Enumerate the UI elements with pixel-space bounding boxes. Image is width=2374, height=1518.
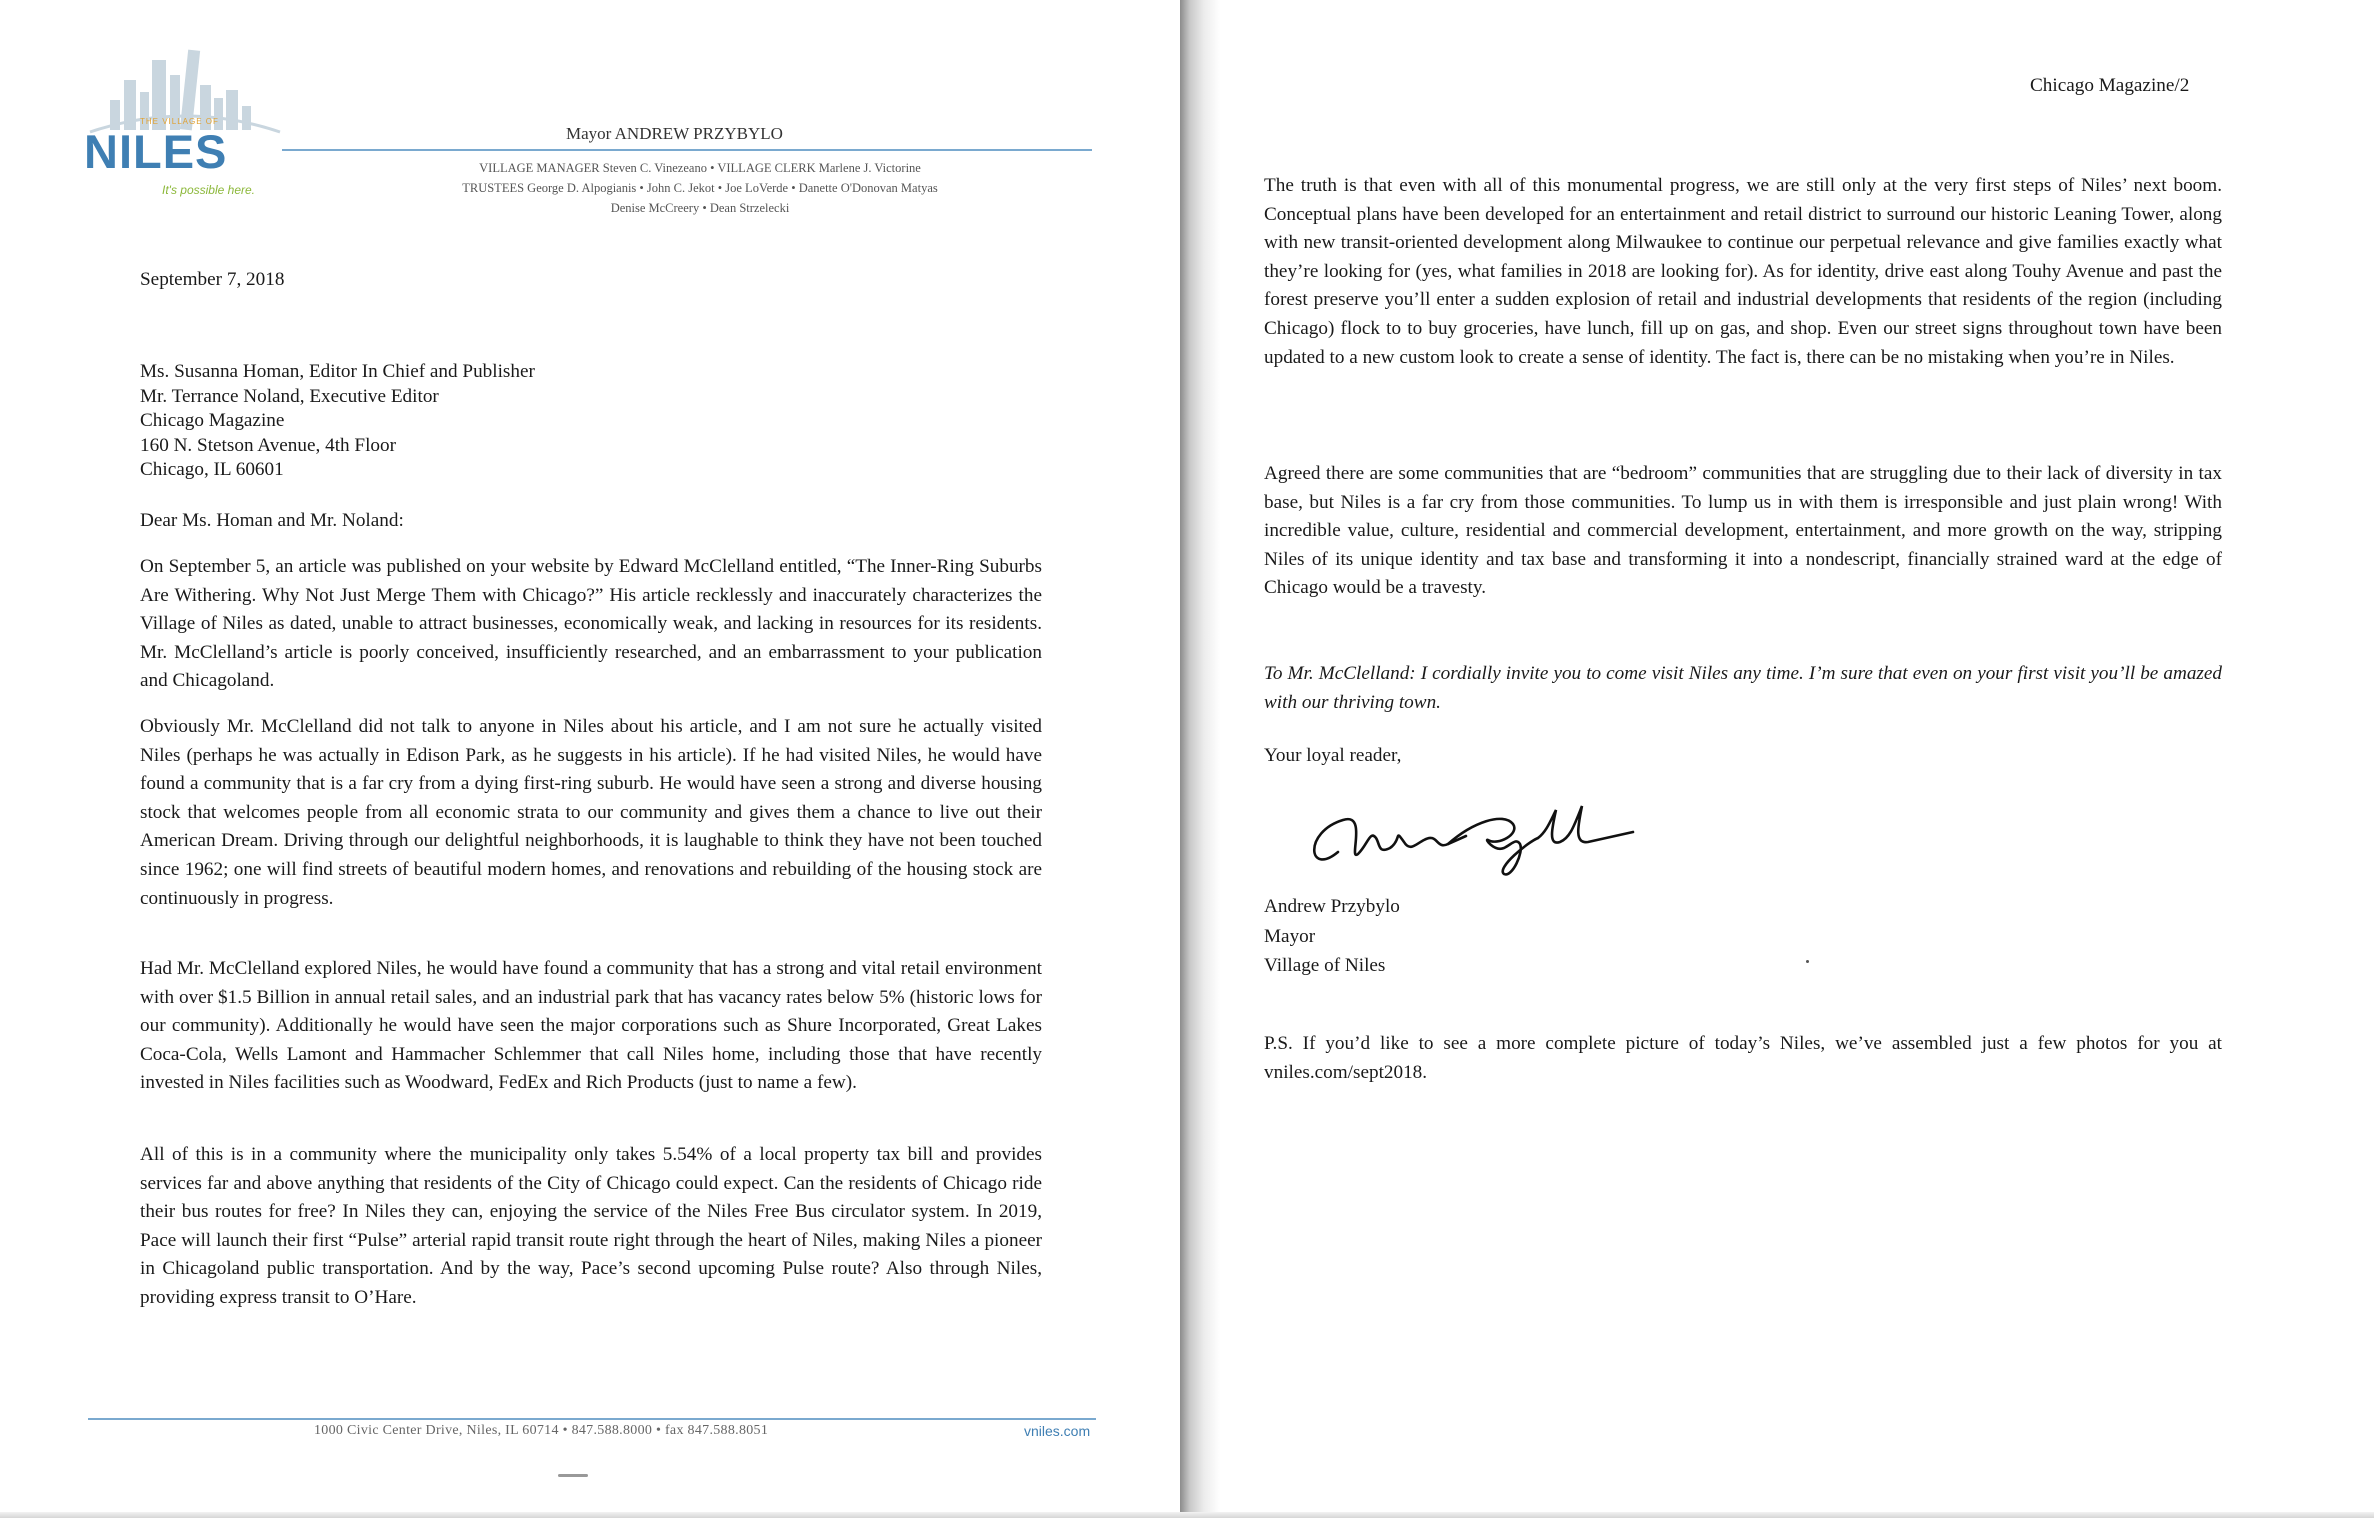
logo-tagline: It's possible here. <box>162 183 256 197</box>
recipient-line: Mr. Terrance Noland, Executive Editor <box>140 385 439 407</box>
niles-logo-wordmark: NILES <box>84 125 228 178</box>
mayor-name: Mayor ANDREW PRZYBYLO <box>566 124 783 143</box>
signer-title: Mayor <box>1264 925 1316 947</box>
handwritten-signature <box>1298 782 1648 892</box>
footer-website-link[interactable]: vniles.com <box>1024 1423 1091 1439</box>
officials-line-1: VILLAGE MANAGER Steven C. Vinezeano • VILLAGE CLERK Marlene J. Victorine <box>479 161 921 175</box>
page-bottom-edge <box>0 1512 2374 1518</box>
body-paragraph: On September 5, an article was published on your website by Edward McClelland entitled, “The Inner-Ring Suburbs Are Withering. Why Not Just Merge Them with Chicago?” His article recklessly and inaccurately characterizes the Village of Niles as dated, unable to attract businesses, economically weak, and lacking in resources for its residents. Mr. McClelland’s article is poorly conceived, insufficiently researched, and an embarrassment to your publication and Chicagoland. <box>140 556 1042 692</box>
village-officials <box>360 158 1040 218</box>
letterhead-rule <box>282 149 1092 151</box>
signer-organization: Village of Niles <box>1264 955 1386 976</box>
recipient-line: Ms. Susanna Homan, Editor In Chief and Publisher <box>140 361 535 382</box>
body-paragraph: Agreed there are some communities that are “bedroom” communities that are struggling due to their lack of diversity in tax base, but Niles is a far cry from those communities. To lump us in with them is irresponsible and just plain wrong! With incredible value, culture, residential and commercial development, entertainment, and more growth on the way, stripping Niles of its unique identity and tax base and transforming it into a nondescript, financially strained ward at the edge of Chicago would be a travesty. <box>1264 463 2222 599</box>
signature-block <box>1264 892 1400 981</box>
letter-date: September 7, 2018 <box>140 269 285 290</box>
invitation-paragraph: To Mr. McClelland: I cordially invite you to come visit Niles any time. I’m sure that even on your first visit you’ll be amazed with our thriving town. <box>1264 663 2222 713</box>
body-paragraph: Obviously Mr. McClelland did not talk to anyone in Niles about his article, and I am not sure he actually visited Niles (perhaps he was actually in Edison Park, as he suggests in his article). If he had visited Niles, he would have found a community that is a far cry from a dying first-ring suburb. He would have seen a strong and diverse housing stock that welcomes people from all economic strata to our community and gives them a chance to live out their American Dream. Driving through our delightful neighborhoods, it is laughable to think they have not been touched since 1962; one will find streets of beautiful modern homes, and renovations and rebuilding of the housing stock are continuously in progress. <box>140 716 1042 909</box>
officials-line-2: TRUSTEES George D. Alpogianis • John C. Jekot • Joe LoVerde • Danette O'Donovan Matyas <box>462 181 938 195</box>
print-mark <box>558 1474 588 1477</box>
body-paragraph: All of this is in a community where the municipality only takes 5.54% of a local property tax bill and provides services far and above anything that residents of the City of Chicago could expect. Can the residents of Chicago ride their bus routes for free? In Niles they can, enjoying the service of the Niles Free Bus circulator system. In 2019, Pace will launch their first “Pulse” arterial rapid transit route right through the heart of Niles, making Niles a pioneer in Chicagoland public transportation. And by the way, Pace’s second upcoming Pulse route? Also through Niles, providing express transit to O’Hare. <box>140 1144 1042 1308</box>
recipient-line: 160 N. Stetson Avenue, 4th Floor <box>140 434 397 456</box>
postscript: P.S. If you’d like to see a more complete picture of today’s Niles, we’ve assembled just a few photos for you at vniles.com/sept2018. <box>1264 1033 2222 1083</box>
footer-address: 1000 Civic Center Drive, Niles, IL 60714 • 847.588.8000 • fax 847.588.8051 <box>314 1423 769 1438</box>
logo-small-text: THE VILLAGE OF <box>140 117 219 126</box>
body-paragraph: Had Mr. McClelland explored Niles, he would have found a community that has a strong and vital retail environment with over $1.5 Billion in annual retail sales, and an industrial park that has vacancy rates below 5% (historic lows for our community). Additionally he would have seen the major corporations such as Shure Incorporated, Great Lakes Coca-Cola, Wells Lamont and Hammacher Schlemmer that call Niles home, including those that have recently invested in Niles facilities such as Woodward, FedEx and Rich Products (just to name a few). <box>140 958 1042 1094</box>
page2-running-header: Chicago Magazine/2 <box>2030 75 2190 96</box>
salutation: Dear Ms. Homan and Mr. Noland: <box>140 510 404 531</box>
speck <box>1806 960 1809 963</box>
signer-name: Andrew Przybylo <box>1264 896 1400 917</box>
recipient-line: Chicago Magazine <box>140 410 285 432</box>
footer-rule <box>88 1418 1096 1420</box>
body-paragraph: The truth is that even with all of this monumental progress, we are still only at the very first steps of Niles’ next boom. Conceptual plans have been developed for an entertainment and retail district to surround our historic Leaning Tower, along with new transit-oriented development along Milwaukee to continue our perpetual relevance and give families exactly what they’re looking for (yes, what families in 2018 are looking for). As for identity, drive east along Touhy Avenue and past the forest preserve you’ll enter a sudden explosion of retail and industrial developments that residents of the region (including Chicago) flock to to buy groceries, have lunch, fill up on gas, and shop. Even our street signs throughout town have been updated to a new custom look to create a sense of identity. The fact is, there can be no mistaking when you’re in Niles. <box>1264 175 2222 368</box>
officials-line-3: Denise McCreery • Dean Strzelecki <box>610 201 790 215</box>
closing: Your loyal reader, <box>1264 745 1402 766</box>
recipient-line: Chicago, IL 60601 <box>140 459 284 481</box>
letter-page-1 <box>0 0 1180 1518</box>
recipient-address <box>140 360 535 483</box>
